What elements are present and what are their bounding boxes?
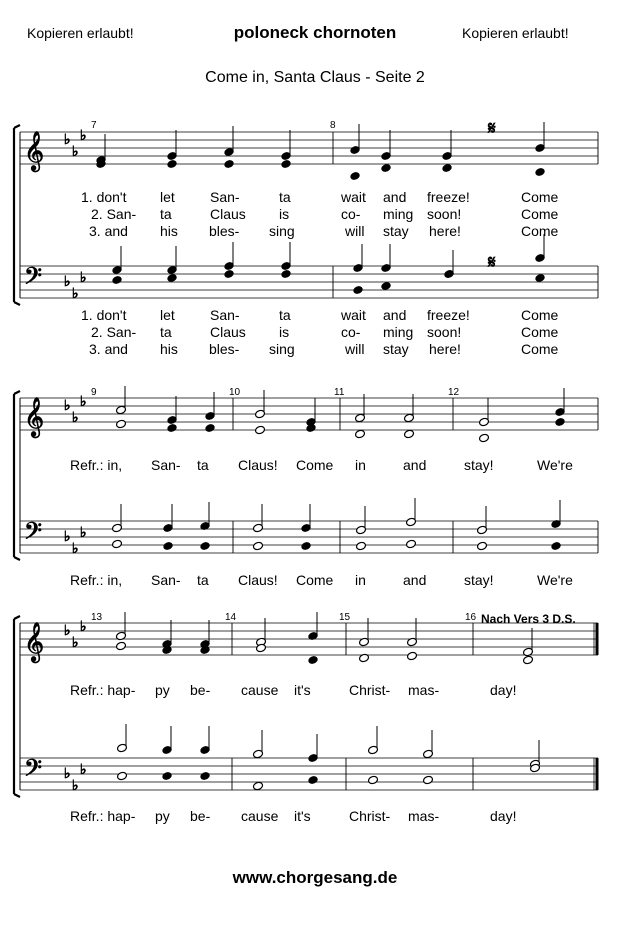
lyric-syllable: cause [241, 808, 279, 824]
lyric-syllable: in [355, 572, 366, 588]
flat-icon: ♭ [64, 623, 71, 639]
note-head [167, 273, 178, 283]
flat-icon: ♭ [80, 525, 87, 541]
note-head [308, 655, 319, 665]
lyric-syllable: be- [190, 682, 211, 698]
lyric-syllable: stay! [464, 572, 494, 588]
lyric-syllable: stay [383, 341, 409, 357]
note-head [116, 419, 127, 429]
lyric-syllable: Refr.: in, [70, 457, 123, 473]
flat-icon: ♭ [80, 270, 87, 286]
note-head [116, 641, 127, 651]
lyric-syllable: and [383, 189, 407, 205]
lyric-syllable: mas- [408, 808, 440, 824]
flat-icon: ♭ [72, 410, 79, 426]
lyric-syllable: in [355, 457, 366, 473]
song-title: Come in, Santa Claus - Seite 2 [205, 69, 425, 86]
lyric-syllable: wait [341, 307, 366, 323]
copy-note-left: Kopieren erlaubt! [27, 25, 134, 41]
flat-icon: ♭ [64, 132, 71, 148]
lyric-syllable: stay! [464, 457, 494, 473]
lyric-syllable: his [160, 223, 178, 239]
note-head [167, 159, 178, 169]
lyric-syllable: San- [151, 457, 181, 473]
note-head [253, 781, 264, 791]
lyric-syllable: Claus! [238, 457, 278, 473]
note-head [255, 425, 266, 435]
flat-icon: ♭ [80, 128, 87, 144]
lyric-syllable: mas- [408, 682, 440, 698]
note-head [404, 429, 415, 439]
lyric-syllable: ming [383, 324, 414, 340]
lyric-syllable: will [345, 223, 365, 239]
note-head [555, 417, 566, 427]
lyric-syllable: freeze! [427, 189, 470, 205]
lyric-syllable: Come [521, 189, 559, 205]
lyric-syllable: is [279, 206, 290, 222]
treble-clef-icon: 𝄞 [24, 131, 45, 171]
note-head [200, 771, 211, 781]
measure-number: 15 [339, 612, 351, 623]
flat-icon: ♭ [72, 635, 79, 651]
lyric-syllable: Come [521, 341, 559, 357]
lyric-syllable: Come [296, 572, 334, 588]
bass-clef-icon: 𝄢 [24, 517, 43, 550]
flat-icon: ♭ [80, 762, 87, 778]
note-head [479, 433, 490, 443]
measure-number: 14 [225, 612, 237, 623]
lyric-syllable: co- [341, 324, 361, 340]
lyric-syllable: is [279, 324, 290, 340]
lyric-syllable: soon! [427, 206, 462, 222]
note-head [224, 159, 235, 169]
lyric-syllable: 2. San- [91, 206, 137, 222]
note-head [117, 771, 128, 781]
lyric-syllable: freeze! [427, 307, 470, 323]
note-head [112, 275, 123, 285]
measure-number: 9 [91, 387, 97, 398]
note-head [381, 163, 392, 173]
note-head [535, 167, 546, 177]
note-head [167, 423, 178, 433]
flat-icon: ♭ [72, 541, 79, 557]
lyric-syllable: day! [490, 682, 517, 698]
lyric-syllable: his [160, 341, 178, 357]
lyric-syllable: day! [490, 808, 517, 824]
lyric-syllable: San- [210, 307, 240, 323]
lyric-syllable: it's [294, 682, 311, 698]
note-head [356, 541, 367, 551]
lyric-syllable: Refr.: hap- [70, 808, 136, 824]
lyric-syllable: Come [521, 223, 559, 239]
measure-number: 16 [465, 612, 477, 623]
lyric-syllable: Claus [210, 324, 246, 340]
note-head [535, 273, 546, 283]
lyric-syllable: bles- [209, 341, 240, 357]
lyric-syllable: here! [429, 223, 461, 239]
note-head [523, 655, 534, 665]
lyric-syllable: We're [537, 572, 573, 588]
lyric-syllable: Come [521, 307, 559, 323]
note-head [355, 429, 366, 439]
note-head [551, 541, 562, 551]
da-segno-note: Nach Vers 3 D.S. [481, 612, 576, 626]
note-head [281, 269, 292, 279]
lyric-syllable: ming [383, 206, 414, 222]
lyric-syllable: Christ- [349, 682, 391, 698]
lyric-syllable: will [345, 341, 365, 357]
system-bracket [14, 391, 20, 560]
note-head [442, 163, 453, 173]
lyric-syllable: and [383, 307, 407, 323]
lyric-syllable: 1. don't [81, 189, 127, 205]
lyric-syllable: 3. and [89, 223, 128, 239]
lyric-syllable: ta [197, 457, 209, 473]
lyric-syllable: py [155, 808, 170, 824]
lyric-syllable: ta [279, 189, 291, 205]
bass-clef-icon: 𝄢 [24, 754, 43, 787]
lyric-syllable: sing [269, 341, 295, 357]
segno-icon: 𝄋 [488, 252, 496, 273]
lyric-syllable: bles- [209, 223, 240, 239]
publisher-title: poloneck chornoten [233, 23, 397, 42]
flat-icon: ♭ [72, 144, 79, 160]
note-head [281, 159, 292, 169]
lyric-syllable: let [160, 189, 175, 205]
copy-note-right: Kopieren erlaubt! [462, 25, 569, 41]
lyric-syllable: be- [190, 808, 211, 824]
segno-icon: 𝄋 [488, 118, 496, 139]
lyric-syllable: Claus! [238, 572, 278, 588]
lyric-syllable: Come [296, 457, 334, 473]
lyric-syllable: Claus [210, 206, 246, 222]
lyric-syllable: let [160, 307, 175, 323]
treble-clef-icon: 𝄞 [24, 622, 45, 662]
note-head [162, 771, 173, 781]
note-head [477, 541, 488, 551]
note-head [200, 541, 211, 551]
measure-number: 10 [229, 387, 241, 398]
measure-number: 8 [330, 120, 336, 131]
note-head [205, 423, 216, 433]
flat-icon: ♭ [80, 619, 87, 635]
lyric-syllable: We're [537, 457, 573, 473]
note-head [381, 281, 392, 291]
treble-clef-icon: 𝄞 [24, 397, 45, 437]
website-link[interactable]: www.chorgesang.de [232, 868, 398, 887]
lyric-syllable: 2. San- [91, 324, 137, 340]
lyric-syllable: here! [429, 341, 461, 357]
note-head [353, 285, 364, 295]
note-head [112, 539, 123, 549]
lyric-syllable: San- [210, 189, 240, 205]
lyric-syllable: Come [521, 206, 559, 222]
lyric-syllable: Come [521, 324, 559, 340]
lyric-syllable: Refr.: hap- [70, 682, 136, 698]
note-head [253, 541, 264, 551]
system-bracket [14, 125, 20, 305]
note-head [163, 541, 174, 551]
lyric-syllable: py [155, 682, 170, 698]
lyric-syllable: it's [294, 808, 311, 824]
lyric-syllable: 1. don't [81, 307, 127, 323]
note-head [301, 541, 312, 551]
measure-number: 12 [448, 387, 460, 398]
lyric-syllable: sing [269, 223, 295, 239]
lyric-syllable: ta [160, 206, 172, 222]
lyric-syllable: co- [341, 206, 361, 222]
note-head [407, 651, 418, 661]
lyric-syllable: Refr.: in, [70, 572, 123, 588]
measure-number: 13 [91, 612, 103, 623]
lyric-syllable: soon! [427, 324, 462, 340]
note-head [308, 775, 319, 785]
lyric-syllable: 3. and [89, 341, 128, 357]
flat-icon: ♭ [64, 766, 71, 782]
flat-icon: ♭ [64, 274, 71, 290]
lyric-syllable: and [403, 572, 427, 588]
flat-icon: ♭ [72, 286, 79, 302]
lyric-syllable: ta [279, 307, 291, 323]
note-head [224, 269, 235, 279]
flat-icon: ♭ [80, 394, 87, 410]
lyric-syllable: ta [197, 572, 209, 588]
lyric-syllable: wait [341, 189, 366, 205]
lyric-syllable: ta [160, 324, 172, 340]
lyric-syllable: stay [383, 223, 409, 239]
bass-clef-icon: 𝄢 [24, 262, 43, 295]
note-head [350, 171, 361, 181]
flat-icon: ♭ [72, 778, 79, 794]
measure-number: 7 [91, 120, 97, 131]
lyric-syllable: Christ- [349, 808, 391, 824]
note-head [406, 539, 417, 549]
note-head [368, 775, 379, 785]
note-head [423, 775, 434, 785]
lyric-syllable: San- [151, 572, 181, 588]
system-bracket [14, 616, 20, 797]
flat-icon: ♭ [64, 398, 71, 414]
lyric-syllable: cause [241, 682, 279, 698]
lyric-syllable: and [403, 457, 427, 473]
measure-number: 11 [334, 387, 345, 398]
flat-icon: ♭ [64, 529, 71, 545]
